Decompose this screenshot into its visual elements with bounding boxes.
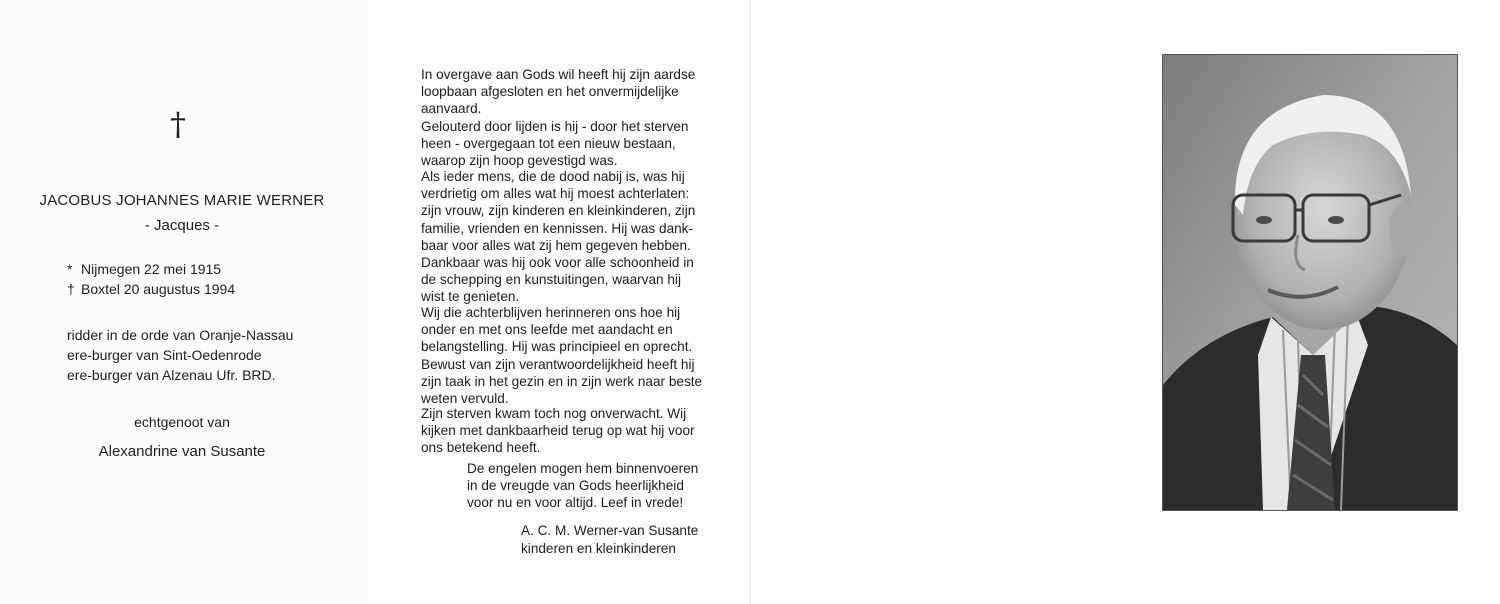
signature-line: A. C. M. Werner-van Susante	[521, 523, 699, 538]
birth-text: Nijmegen 22 mei 1915	[81, 261, 222, 277]
star-icon: *	[67, 261, 73, 277]
text-line: In overgave aan Gods wil heeft hij zijn aardse	[421, 67, 696, 82]
deceased-name: JACOBUS JOHANNES MARIE WERNER	[39, 192, 325, 209]
birth-line	[67, 261, 221, 277]
paragraph-2	[421, 168, 703, 306]
text-line: wist te genieten.	[421, 289, 520, 305]
text-line: Zijn sterven kwam toch nog onverwacht. Wij	[421, 406, 687, 421]
text-line: zijn taak in het gezin en in zijn werk naar beste	[421, 373, 703, 389]
poem-line: in de vreugde van Gods heerlijkheid	[467, 478, 684, 494]
text-line: Bewust van zijn verantwoordelijkheid heeft hij	[421, 356, 695, 372]
text-line: waarop zijn hoop gevestigd was.	[421, 153, 618, 169]
text-line: belangstelling. Hij was principieel en oprecht.	[421, 339, 693, 355]
signature-line: kinderen en kleinkinderen	[521, 540, 676, 556]
text-line: aanvaard.	[421, 101, 482, 117]
poem-block	[467, 460, 703, 512]
text-line: familie, vrienden en kennissen. Hij was dank-	[421, 220, 694, 236]
text-line: verdrietig om alles wat hij moest achterlaten:	[421, 186, 690, 202]
poem-line: De engelen mogen hem binnenvoeren	[467, 461, 699, 476]
honor-item: ridder in de orde van Oranje-Nassau	[67, 327, 294, 343]
text-line: Als ieder mens, die de dood nabij is, was hij	[421, 169, 685, 184]
dagger-icon: †	[67, 281, 75, 297]
text-line: weten vervuld.	[421, 391, 509, 407]
cross-icon: †	[170, 105, 186, 143]
paragraph-3	[421, 304, 703, 407]
signature-block	[521, 522, 698, 557]
honor-item: ere-burger van Sint-Oedenrode	[67, 347, 262, 363]
death-text: Boxtel 20 augustus 1994	[81, 281, 236, 297]
left-panel	[0, 0, 370, 604]
paragraph-1	[421, 66, 703, 169]
death-line	[67, 281, 235, 297]
portrait-image	[1163, 55, 1457, 510]
text-line: ons betekend heeft.	[421, 440, 541, 456]
portrait-photo	[1162, 54, 1458, 511]
poem-line: voor nu en voor altijd. Leef in vrede!	[467, 495, 684, 511]
text-line: onder en met ons leefde met aandacht en	[421, 322, 673, 338]
text-line: loopbaan afgesloten en het onvermijdelijke	[421, 84, 679, 100]
text-line: Gelouterd door lijden is hij - door het sterven	[421, 118, 689, 134]
text-line: kijken met dankbaarheid terug op wat hij voor	[421, 423, 695, 439]
text-line: de schepping en kunstuitingen, waarvan hij	[421, 272, 681, 288]
spouse-label: echtgenoot van	[134, 414, 230, 430]
text-line: Dankbaar was hij ook voor alle schoonheid in	[421, 255, 694, 271]
nickname: - Jacques -	[144, 217, 220, 234]
text-line: zijn vrouw, zijn kinderen en kleinkinderen, zijn	[421, 203, 696, 219]
text-line: heen - overgegaan tot een nieuw bestaan,	[421, 135, 676, 151]
text-line: baar voor alles wat zij hem gegeven hebben.	[421, 237, 691, 253]
paragraph-4	[421, 405, 703, 457]
honor-item: ere-burger van Alzenau Ufr. BRD.	[67, 367, 276, 383]
spouse-name: Alexandrine van Susante	[98, 443, 266, 460]
text-line: Wij die achterblijven herinneren ons hoe hij	[421, 305, 681, 320]
